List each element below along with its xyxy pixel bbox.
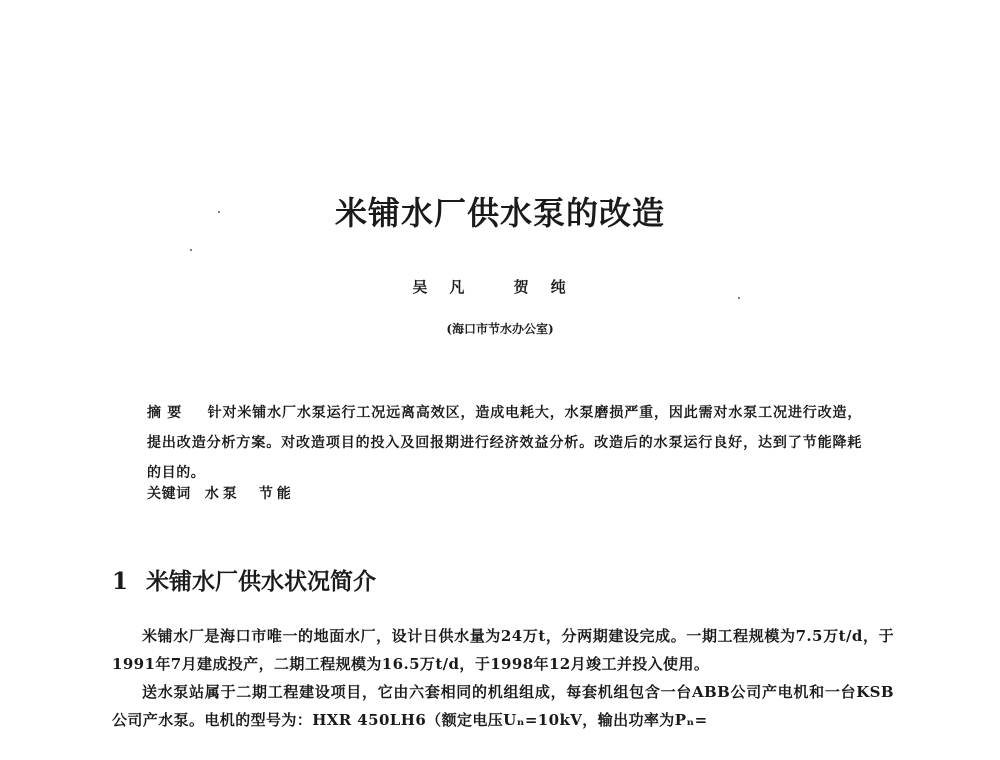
- paper-affiliation: (海口市节水办公室): [446, 322, 554, 336]
- keywords: [147, 483, 313, 503]
- keyword: 节能: [258, 486, 295, 502]
- paragraph: 送水泵站属于二期工程建设项目，它由六套相同的机组组成，每套机组包含一台ABB公司产电机和一台KSB公司产水泵。电机的型号为：HXR 450LH6（额定电压Uₙ=10kV，输出功率为Pₙ=: [112, 683, 894, 729]
- keywords-label: 关键词: [147, 486, 191, 502]
- section-heading: [112, 563, 376, 596]
- scan-speck: [190, 249, 192, 251]
- paper-authors: 吴凡 贺纯: [412, 278, 588, 296]
- abstract-text: 针对米铺水厂水泵运行工况远离高效区，造成电耗大，水泵磨损严重，因此需对水泵工况进行改造，提出改造分析方案。对改造项目的投入及回报期进行经济效益分析。改造后的水泵运行良好，达到了节能降耗的目的。: [147, 405, 862, 481]
- abstract-label: 摘要: [147, 405, 188, 421]
- scan-speck: [738, 297, 740, 299]
- abstract: [147, 398, 862, 488]
- section-title: 米铺水厂供水状况简介: [146, 568, 377, 595]
- body-text: [112, 622, 894, 734]
- keyword: 水泵: [204, 486, 241, 502]
- section-number: 1: [112, 568, 129, 595]
- paper-title: 米铺水厂供水泵的改造: [334, 194, 665, 232]
- paragraph: 米铺水厂是海口市唯一的地面水厂，设计日供水量为24万t，分两期建设完成。一期工程规模为7.5万t/d，于1991年7月建成投产，二期工程规模为16.5万t/d，于1998年12月竣工并投入使用。: [112, 627, 894, 673]
